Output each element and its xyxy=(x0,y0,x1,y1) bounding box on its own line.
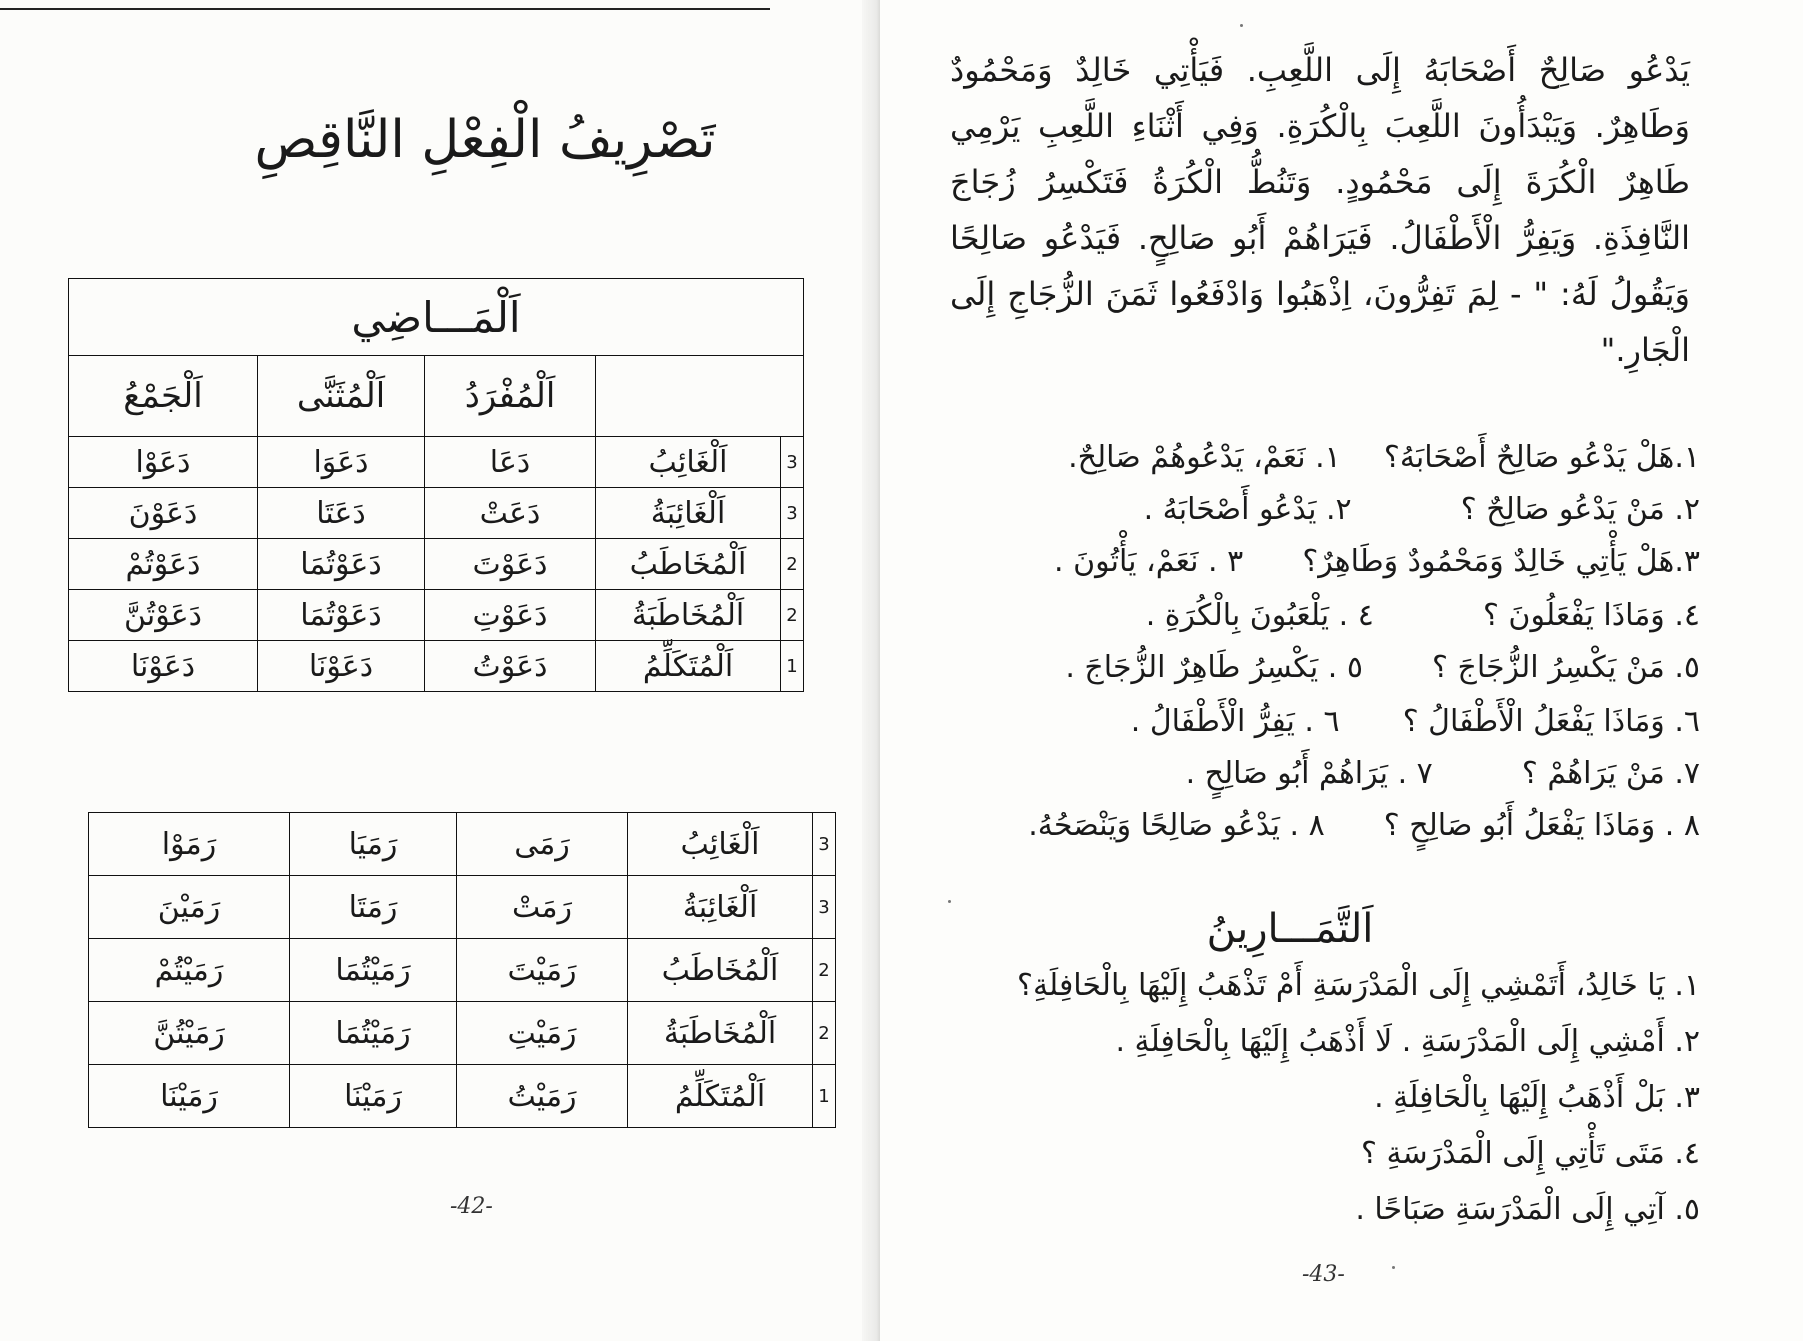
page-number-left: -42- xyxy=(450,1194,493,1219)
pronoun-cell: اَلْمُخَاطَبَةُ xyxy=(596,590,781,641)
table-row xyxy=(89,1065,836,1128)
pronoun-cell: اَلْمُتَكَلِّمُ xyxy=(628,1065,813,1128)
past-tense-table-dawa xyxy=(68,278,804,692)
column-dual: اَلْمُثَنَّى xyxy=(258,356,425,437)
person-number: 1 xyxy=(781,641,804,692)
dual-cell: دَعَوْتُمَا xyxy=(258,539,425,590)
plural-cell: رَمَيْنَا xyxy=(89,1065,290,1128)
pronoun-cell: اَلْمُخَاطَبُ xyxy=(596,539,781,590)
table-row xyxy=(69,590,804,641)
person-number: 2 xyxy=(813,939,836,1002)
plural-cell: رَمَيْنَ xyxy=(89,876,290,939)
singular-cell: رَمَى xyxy=(457,813,628,876)
table-row xyxy=(89,1002,836,1065)
plural-cell: رَمَوْا xyxy=(89,813,290,876)
singular-cell: رَمَتْ xyxy=(457,876,628,939)
answer: ٦ . يَفِرُّ الْأَطْفَالُ . xyxy=(1130,704,1340,739)
table-row xyxy=(69,437,804,488)
pronoun-cell: اَلْغَائِبَةُ xyxy=(628,876,813,939)
answer: ٨ . يَدْعُو صَالِحًا وَيَنْصَحُهُ. xyxy=(1028,808,1325,843)
answer: ٤ . يَلْعَبُونَ بِالْكُرَةِ . xyxy=(1145,598,1374,633)
question: ٦. وَمَاذَا يَفْعَلُ الْأَطْفَالُ ؟ xyxy=(1402,704,1700,739)
exercise-line: ٣. بَلْ أَذْهَبُ إِلَيْهَا بِالْحَافِلَةِ . xyxy=(1374,1080,1700,1115)
singular-cell: رَمَيْتُ xyxy=(457,1065,628,1128)
pronoun-cell: اَلْمُخَاطَبَةُ xyxy=(628,1002,813,1065)
exercise-line: ٥. آتِي إِلَى الْمَدْرَسَةِ صَبَاحًا . xyxy=(1355,1192,1700,1227)
dual-cell: رَمَيْتُمَا xyxy=(290,1002,457,1065)
past-tense-table-rama xyxy=(88,812,836,1128)
exercise-line: ٤. مَتَى تَأْتِي إِلَى الْمَدْرَسَةِ ؟ xyxy=(1361,1136,1700,1171)
person-number: 3 xyxy=(781,437,804,488)
question: ٤. وَمَاذَا يَفْعَلُونَ ؟ xyxy=(1482,598,1700,633)
pronoun-cell: اَلْغَائِبُ xyxy=(628,813,813,876)
singular-cell: رَمَيْتَ xyxy=(457,939,628,1002)
person-number: 2 xyxy=(813,1002,836,1065)
singular-cell: دَعَتْ xyxy=(425,488,596,539)
question: ٥. مَنْ يَكْسِرُ الزُّجَاجَ ؟ xyxy=(1432,650,1700,685)
qa-line xyxy=(950,492,1700,527)
pronoun-cell: اَلْغَائِبُ xyxy=(596,437,781,488)
singular-cell: رَمَيْتِ xyxy=(457,1002,628,1065)
table-row xyxy=(69,641,804,692)
person-number: 3 xyxy=(813,813,836,876)
person-number: 3 xyxy=(781,488,804,539)
dual-cell: رَمَتَا xyxy=(290,876,457,939)
plural-cell: رَمَيْتُنَّ xyxy=(89,1002,290,1065)
person-number: 2 xyxy=(781,590,804,641)
exercise-line: ١. يَا خَالِدُ، أَتَمْشِي إِلَى الْمَدْرَسَةِ أَمْ تَذْهَبُ إِلَيْهَا بِالْحَافِلَةِ؟ xyxy=(1017,968,1700,1003)
reading-paragraph: يَدْعُو صَالِحٌ أَصْحَابَهُ إِلَى اللَّعِبِ. فَيَأْتِي خَالِدٌ وَمَحْمُودٌ وَطَاهِرٌ. وَيَبْدَأُونَ اللَّعِبَ بِالْكُرَةِ. وَفِي أَثْنَاءِ اللَّعِبِ يَرْمِي طَاهِرٌ الْكُرَةَ إِلَى مَحْمُودٍ. وَتَنُطُّ الْكُرَةُ فَتَكْسِرُ زُجَاجَ النَّافِذَةِ. وَيَفِرُّ الْأَطْفَالُ. فَيَرَاهُمْ أَبُو صَالِحٍ. فَيَدْعُو صَالِحًا وَيَقُولُ لَهُ: " - لِمَ تَفِرُّونَ، اِذْهَبُوا وَادْفَعُوا ثَمَنَ الزُّجَاجِ إِلَى الْجَارِ." xyxy=(950,51,1690,369)
page-top-edge xyxy=(0,0,770,10)
answer: ٣ . نَعَمْ، يَأْتُونَ . xyxy=(1054,544,1244,579)
person-number: 1 xyxy=(813,1065,836,1128)
answer: ١. نَعَمْ، يَدْعُوهُمْ صَالِحٌ. xyxy=(1068,440,1341,475)
column-plural: اَلْجَمْعُ xyxy=(69,356,258,437)
plural-cell: دَعَوْتُمْ xyxy=(69,539,258,590)
qa-line xyxy=(950,704,1700,739)
dual-cell: دَعَتَا xyxy=(258,488,425,539)
pronoun-cell: اَلْمُتَكَلِّمُ xyxy=(596,641,781,692)
person-number: 2 xyxy=(781,539,804,590)
question: ٢. مَنْ يَدْعُو صَالِحٌ ؟ xyxy=(1460,492,1700,527)
table-row xyxy=(89,813,836,876)
page-title: تَصْرِيفُ الْفِعْلِ النَّاقِصِ xyxy=(254,110,716,170)
column-singular: اَلْمُفْرَدُ xyxy=(425,356,596,437)
answer: ٧ . يَرَاهُمْ أَبُو صَالِحٍ . xyxy=(1185,756,1433,791)
plural-cell: دَعَوْنَ xyxy=(69,488,258,539)
singular-cell: دَعَا xyxy=(425,437,596,488)
question: ٧. مَنْ يَرَاهُمْ ؟ xyxy=(1521,756,1700,791)
dual-cell: دَعَوْنَا xyxy=(258,641,425,692)
qa-line xyxy=(950,544,1700,579)
question: ٣.هَلْ يَأْتِي خَالِدٌ وَمَحْمُودٌ وَطَاهِرٌ؟ xyxy=(1302,544,1700,579)
exercises-title: اَلتَّمَـــارِينُ xyxy=(1206,906,1374,952)
plural-cell: رَمَيْتُمْ xyxy=(89,939,290,1002)
qa-line xyxy=(950,756,1700,791)
table-row xyxy=(69,488,804,539)
dual-cell: رَمَيْتُمَا xyxy=(290,939,457,1002)
plural-cell: دَعَوْنَا xyxy=(69,641,258,692)
singular-cell: دَعَوْتِ xyxy=(425,590,596,641)
scan-speck xyxy=(1240,24,1243,27)
dual-cell: رَمَيْنَا xyxy=(290,1065,457,1128)
dual-cell: دَعَوَا xyxy=(258,437,425,488)
empty-header-cell xyxy=(596,356,804,437)
left-page xyxy=(0,0,870,1341)
qa-line xyxy=(950,808,1700,843)
pronoun-cell: اَلْمُخَاطَبُ xyxy=(628,939,813,1002)
qa-line xyxy=(950,598,1700,633)
pronoun-cell: اَلْغَائِبَةُ xyxy=(596,488,781,539)
scan-speck xyxy=(1392,1266,1395,1269)
page-number-right: -43- xyxy=(1302,1262,1345,1287)
person-number: 3 xyxy=(813,876,836,939)
plural-cell: دَعَوْتُنَّ xyxy=(69,590,258,641)
exercise-line: ٢. أَمْشِي إِلَى الْمَدْرَسَةِ . لَا أَذْهَبُ إِلَيْهَا بِالْحَافِلَةِ . xyxy=(1115,1024,1700,1059)
plural-cell: دَعَوْا xyxy=(69,437,258,488)
dual-cell: رَمَيَا xyxy=(290,813,457,876)
answer: ٥ . يَكْسِرُ طَاهِرٌ الزُّجَاجَ . xyxy=(1065,650,1363,685)
table-row xyxy=(69,539,804,590)
qa-line xyxy=(950,650,1700,685)
scan-speck xyxy=(948,900,951,903)
table-row xyxy=(89,939,836,1002)
qa-line xyxy=(950,440,1700,475)
table-row xyxy=(89,876,836,939)
answer: ٢. يَدْعُو أَصْحَابَهُ . xyxy=(1143,492,1352,527)
dual-cell: دَعَوْتُمَا xyxy=(258,590,425,641)
singular-cell: دَعَوْتُ xyxy=(425,641,596,692)
singular-cell: دَعَوْتَ xyxy=(425,539,596,590)
table-header: اَلْمَـــاضِي xyxy=(69,279,804,356)
question: ١.هَلْ يَدْعُو صَالِحٌ أَصْحَابَهُ؟ xyxy=(1383,440,1700,475)
question: ٨ . وَمَاذَا يَفْعَلُ أَبُو صَالِحٍ ؟ xyxy=(1383,808,1700,843)
